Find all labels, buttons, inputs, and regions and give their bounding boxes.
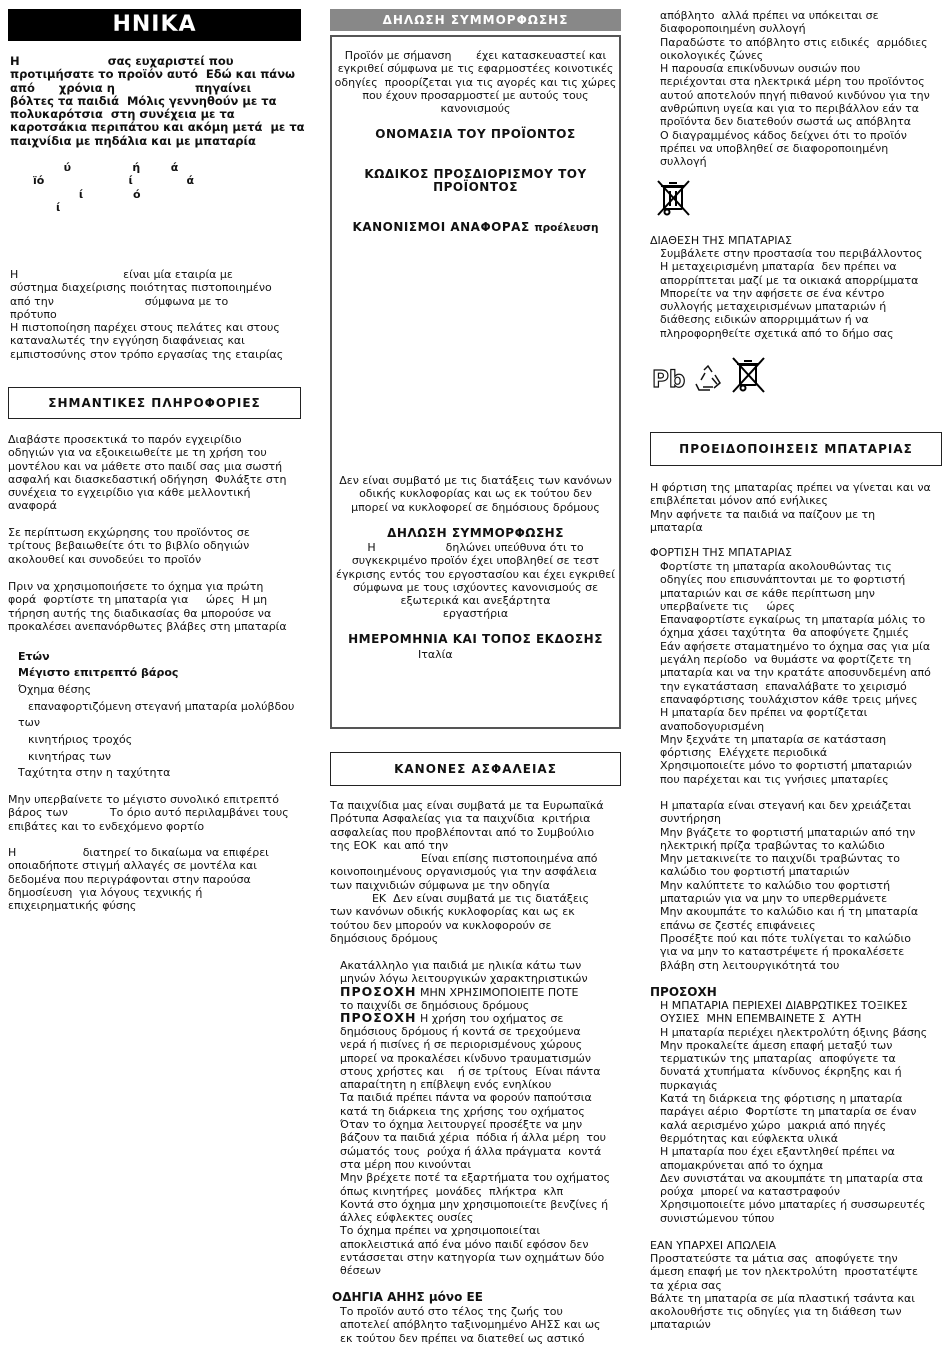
text-line: Επαναφορτίστε εγκαίρως τη μπαταρία μόλις το	[660, 613, 926, 627]
text-line: ηλεκτρική πρίζα τραβώντας το καλώδιο	[660, 838, 885, 852]
text-line: Όταν το όχημα λειτουργεί προσέξτε να μην	[340, 1118, 583, 1132]
safety-paragraph-3	[340, 1025, 610, 1278]
text-line: απαραίτητη η επίβλεψη ενός ενηλίκου	[340, 1078, 552, 1092]
text-line: μπαταρία και να την κρατάτε αποσυνδεμένη από	[660, 666, 931, 680]
text-line: ασφαλείας που προβλέπονται από το Συμβούλιο	[330, 825, 595, 839]
text-line: βλάβη στη λειτουργικότητά του	[660, 958, 840, 972]
text-line: Βάλτε τη μπαταρία σε μία πλαστική τσάντα και	[650, 1291, 916, 1305]
text-line: οποιαδήποτε στιγμή αλλαγές σε μοντέλα και	[8, 859, 257, 873]
text-line: ΚΩΔΙΚΟΣ ΠΡΟΣΔΙΟΡΙΣΜΟΥ ΤΟΥ	[364, 167, 587, 181]
text-line: τα χέρια σας	[650, 1278, 722, 1292]
crossed-bin-battery-icon	[730, 355, 768, 397]
text-line: Συμβάλετε στην προστασία του περιβάλλοντος	[660, 247, 923, 260]
text-line: Η μπαταρία που έχει εξαντληθεί πρέπει να	[660, 1145, 895, 1159]
text-line: Προστατεύστε τα μάτια σας αποφύγετε την	[650, 1252, 898, 1265]
text-line: Δεν είναι συμβατό με τις διατάξεις των κανόνων	[339, 474, 612, 487]
text-line: Η φόρτιση της μπαταρίας πρέπει να γίνεται και να	[650, 481, 931, 494]
text-line: αποτελεί απόβλητο ταξινομημένο ΑΗΣΣ και ως	[340, 1318, 601, 1332]
text-line: έγκρισης εντός του εργοστασίου και έχει εγκριθεί	[336, 567, 615, 581]
text-line: εντάσσεται στην κατηγορία των οχημάτων δύο	[340, 1251, 605, 1265]
text-line: της ΕΟΚ και από την	[330, 838, 449, 852]
regulations-label	[332, 221, 619, 235]
text-line: ύ ή ά	[10, 161, 179, 174]
text-line: Η δηλώνει υπεύθυνα ότι το	[367, 541, 584, 554]
text-line: Ο διαγραμμένος κάδος δείχνει ότι το προϊόν	[660, 128, 907, 142]
text-line: νερά ή πισίνες ή σε περιορισμένους χώρους	[340, 1038, 583, 1052]
text-line: οδηγιών για να εξοικειωθείτε με τη χρήση του	[8, 446, 267, 460]
important-paragraph-3	[8, 580, 287, 633]
text-line: εξωτερικά και ανεξάρτητα	[400, 594, 551, 608]
declaration-heading: ΔΗΛΩΣΗ ΣΥΜΜΟΡΦΩΣΗΣ	[330, 9, 621, 31]
text-line: που παρέχεται και τις γνήσιες μπαταρίες	[660, 772, 889, 786]
warning-1-label: ΠΡΟΣΟΧΗ	[340, 984, 417, 999]
text-line: άλλες εύφλεκτες ουσίες	[340, 1211, 474, 1225]
text-line: παράγει αέριο Φορτίστε τη μπαταρία σε έναν	[660, 1105, 917, 1119]
text-line: Μην βρέχετε ποτέ τα εξαρτήματα του οχήματος	[340, 1171, 611, 1185]
text-line: πρέπει να υποβληθεί σε διαφοροποιημένη	[660, 141, 889, 155]
text-line: Φορτίστε τη μπαταρία ακολουθώντας τις	[660, 560, 892, 573]
text-line: επαναφόρτισης τουλάχιστον κάθε τρεις μήνες	[660, 692, 918, 706]
specs-age: Ετών	[18, 650, 50, 663]
text-line: ΕΚ Δεν είναι συμβατά με τις διατάξεις	[330, 892, 590, 906]
important-info-heading: ΣΗΜΑΝΤΙΚΕΣ ΠΛΗΡΟΦΟΡΙΕΣ	[8, 387, 301, 419]
text-line: βάρος των Το όριο αυτό περιλαμβάνει τους	[8, 806, 289, 820]
text-line: τήρηση αυτής της διαδικασίας θα μπορούσε να	[8, 606, 272, 620]
text-line: οδηγίες που επισυνάπτονται με το φορτιστή	[660, 573, 906, 587]
safety-paragraph-1	[330, 799, 604, 945]
warning-1-text: ΜΗΝ ΧΡΗΣΙΜΟΠΟΙΕΙΤΕ ΠΟΤΕ	[416, 986, 579, 999]
text-line: δεδομένα που περιγράφονται στην παρούσα	[8, 872, 251, 886]
text-line: κατά τη διάρκεια της χρήσης του οχήματος	[340, 1104, 585, 1118]
safety-paragraph-2	[340, 959, 588, 986]
text-line: Η σας ευχαριστεί που	[10, 54, 234, 68]
text-line: Η πιστοποίηση παρέχει στους πελάτες και στους	[10, 321, 280, 335]
text-line: Τα παιδιά πρέπει πάντα να φορούν παπούτσια	[340, 1091, 592, 1105]
text-line: Μην αφήνετε τα παιδιά να παίζουν με τη	[650, 507, 876, 521]
text-line: βάζουν τα παιδιά χέρια πόδια ή άλλα μέρη του	[340, 1131, 607, 1145]
text-line: τρίτους βεβαιωθείτε ότι το βιβλίο οδηγιών	[8, 539, 250, 553]
text-line: εγκριθεί σύμφωνα με τις εφαρμοστέες κοινοτικές	[337, 62, 614, 76]
text-line: Διαβάστε προσεκτικά το παρόν εγχειρίδιο	[8, 433, 242, 446]
spec-speed: Ταχύτητα στην η ταχύτητα	[18, 766, 171, 779]
text-line: πυρκαγιάς	[660, 1078, 718, 1092]
text-line: παιχνίδια με πηδάλια και με μπαταρία	[10, 133, 256, 148]
weee-heading: ΟΔΗΓΙΑ ΑΗΗΣ μόνο ΕΕ	[332, 1290, 483, 1304]
text-line: συνιστώμενου τύπου	[660, 1211, 775, 1225]
date-place-label: ΗΜΕΡΟΜΗΝΙΑ ΚΑΙ ΤΟΠΟΣ ΕΚΔΟΣΗΣ	[348, 632, 603, 646]
text-line: πληροφορηθείτε σχετικά από το δήμο σας	[660, 326, 894, 340]
text-line: από χρόνια η πηγαίνει	[10, 80, 252, 95]
text-line: σύμφωνα με τους ισχύοντες κανονισμούς σε	[352, 580, 599, 594]
text-line: απορρίπτεται μαζί με τα οικιακά απορρίμματα	[660, 273, 919, 287]
charging-heading: ΦΟΡΤΙΣΗ ΤΗΣ ΜΠΑΤΑΡΙΑΣ	[650, 546, 792, 559]
text-line: οικολογικές ζώνες	[660, 48, 764, 62]
text-line: Εάν αφήσετε σταματημένο το όχημα σας για μία	[660, 639, 931, 653]
leak-heading: ΕΑΝ ΥΠΑΡΧΕΙ ΑΠΩΛΕΙΑ	[650, 1239, 777, 1252]
country-of-issue: Ιταλία	[418, 648, 453, 661]
text-line: άμεση επαφή με τον ηλεκτρολύτη προστατέψτε	[650, 1265, 918, 1279]
weight-note	[8, 793, 289, 833]
text-line: ΠΡΟΪΟΝΤΟΣ	[433, 180, 518, 195]
text-line: Μην καλύπτετε το καλώδιο του φορτιστή	[660, 878, 891, 892]
text-line: ρούχα μπορεί να καταστραφούν	[660, 1185, 840, 1199]
text-line: των κανόνων οδικής κυκλοφορίας και ως εκ	[330, 905, 575, 919]
text-line: ασφαλή και διασκεδαστική οδήγηση Φυλάξτε στη	[8, 472, 287, 486]
weee-continued	[660, 9, 930, 169]
text-line: μπαταρία	[650, 520, 703, 534]
text-line: Προσέξτε πού και πότε τυλίγεται το καλώδιο	[660, 931, 911, 945]
regulations-text: ΚΑΝΟΝΙΣΜΟΙ ΑΝΑΦΟΡΑΣ	[352, 220, 530, 234]
text-line: οδικής κυκλοφορίας και ως εκ τούτου δεν	[359, 487, 592, 501]
spec-battery-cont: των	[18, 716, 40, 729]
text-line: αυτού αποτελούν πηγή πιθανού κινδύνου για την	[660, 88, 930, 102]
text-line: καταναλωτές την εγγύηση διαφάνειας και	[10, 334, 245, 348]
weee-text	[340, 1305, 601, 1345]
text-line: αναφορά	[8, 499, 57, 513]
text-line: την εγκατάσταση επαναλάβατε το χειρισμό	[660, 679, 907, 693]
text-line: θερμότητας και εύφλεκτα υλικά	[660, 1131, 838, 1145]
text-line: συγκεκριμένο προϊόν έχει υποβληθεί σε τεστ	[351, 554, 600, 568]
text-line: δημόσιους δρόμους	[330, 931, 439, 945]
text-line: μπαταριών και σε κάθε περίπτωση μην	[660, 586, 875, 600]
text-line: Πρότυπα Ασφαλείας για τα παιχνίδια κριτήρια	[330, 812, 591, 826]
spec-wheel: κινητήριος τροχός	[28, 733, 133, 746]
text-line: μπορεί να προκαλέσει κίνδυνο τραυματισμών	[340, 1051, 592, 1065]
text-line: Μπορείτε να την αφήσετε σε ένα κέντρο	[660, 286, 885, 300]
battery-warnings-heading: ΠΡΟΕΙΔΟΠΟΙΗΣΕΙΣ ΜΠΑΤΑΡΙΑΣ	[650, 432, 942, 466]
text-line: ί ó	[10, 187, 141, 201]
text-line: επιβάτες και το ενδεχόμενο φορτίο	[8, 819, 205, 833]
declaration-heading-2: ΔΗΛΩΣΗ ΣΥΜΜΟΡΦΩΣΗΣ	[387, 526, 564, 540]
text-line: μηνών λόγω λειτουργικών χαρακτηριστικών	[340, 972, 588, 986]
text-line: Πριν να χρησιμοποιήσετε το όχημα για πρώτη	[8, 580, 264, 593]
text-line: φόρτισης Ελέγχετε περιοδικά	[660, 746, 828, 760]
text-line: που έχουν προσαρμοστεί με αυτούς τους	[362, 88, 589, 102]
rights-note	[8, 846, 269, 912]
sealed-battery-text	[660, 799, 918, 972]
quality-text	[10, 268, 283, 361]
text-line: προκαλέσει ανεπανόρθωτες βλάβες στη μπαταρία	[8, 619, 287, 633]
warning-2-label: ΠΡΟΣΟΧΗ	[340, 1010, 417, 1025]
warning-1	[340, 985, 578, 999]
text-line: εργαστήρια	[442, 607, 509, 621]
text-line: όχημα χάσει ταχύτητα θα αποφύγετε ζημιές	[660, 626, 909, 640]
text-line: πρότυπο	[10, 307, 57, 321]
not-road-legal	[332, 474, 619, 514]
text-line: στους χρήστες και ή σε τρίτους Είναι πάντα	[340, 1064, 601, 1078]
crossed-bin-icon	[654, 177, 694, 219]
spec-motor: κινητήρας των	[28, 750, 112, 763]
spec-vehicle: Όχημα θέσης	[18, 683, 92, 696]
text-line: Παραδώστε το απόβλητο στις ειδικές αρμόδιες	[660, 35, 928, 49]
lead-symbol: Pb	[652, 367, 686, 393]
text-line: Μην υπερβαίνετε το μέγιστο συνολικό επιτρεπτό	[8, 793, 279, 806]
text-line: μπαταριών για να μην το υπερθερμάνετε	[660, 892, 888, 906]
intro-fragments	[10, 161, 194, 214]
warning-1-cont: το παιχνίδι σε δημόσιους δρόμους	[340, 999, 530, 1012]
text-line: Μην ξεχνάτε τη μπαταρία σε κατάσταση	[660, 732, 887, 746]
text-line: συντήρηση	[660, 812, 721, 826]
text-line: ΟΥΣΙΕΣ ΜΗΝ ΕΠΕΜΒΑΙΝΕΤΕ Σ ΑΥΤΗ	[660, 1012, 862, 1026]
text-line: πολυκαρότσια στη συνέχεια με τα	[10, 107, 235, 122]
text-line: Η διατηρεί το δικαίωμα να επιφέρει	[8, 846, 269, 859]
caution-text	[660, 999, 927, 1225]
text-line: καροτσάκια περιπάτου και ακόμη μετά με τα	[10, 120, 305, 135]
text-line: Μην προκαλείτε άμεση επαφή μεταξύ των	[660, 1038, 893, 1052]
safety-rules-heading: ΚΑΝΟΝΕΣ ΑΣΦΑΛΕΙΑΣ	[330, 752, 621, 786]
text-line: βόλτες τα παιδιά Μόλις γεννηθούν με τα	[10, 93, 277, 108]
text-line: Μην μετακινείτε το παιχνίδι τραβώντας το	[660, 852, 901, 866]
text-line: προϊόντα δεν διατεθούν σωστά ως απόβλητα	[660, 115, 912, 129]
text-line: Κοντά στο όχημα μην χρησιμοποιείτε βενζίνες ή	[340, 1197, 609, 1211]
caution-heading: ΠΡΟΣΟΧΗ	[650, 985, 717, 999]
text-line: σύστημα διαχείρισης ποιότητας πιστοποιημένο	[10, 281, 272, 295]
text-line: απομακρύνεται από το όχημα	[660, 1158, 824, 1172]
text-line: αναποδογυρισμένη	[660, 719, 765, 733]
text-line: ί	[10, 200, 61, 214]
text-line: Το όχημα πρέπει να χρησιμοποιείται	[340, 1224, 541, 1238]
text-line: Είναι επίσης πιστοποιημένα από	[330, 852, 598, 866]
text-line: των παιχνιδιών σύμφωνα με την οδηγία	[330, 878, 550, 892]
text-line: οδηγίες προορίζεται για τις αγορές και τις χώρες	[334, 75, 617, 89]
text-line: συνέχεια το εγχειρίδιο για κάθε μελλοντική	[8, 486, 251, 500]
text-line: ακολουθήστε τις οδηγίες για τη διάθεση των	[650, 1305, 902, 1319]
declaration-intro	[332, 49, 619, 115]
text-line: επάνω σε ζεστές επιφάνειες	[660, 918, 816, 932]
text-line: φορά φορτίστε τη μπαταρία για ώρες Η μη	[8, 593, 268, 607]
text-line: Μην βγάζετε το φορτιστή μπαταριών από την	[660, 825, 916, 839]
important-paragraph-2	[8, 526, 250, 566]
battery-disposal-heading: ΔΙΑΘΕΣΗ ΤΗΣ ΜΠΑΤΑΡΙΑΣ	[650, 234, 792, 247]
text-line: Η παρουσία επικίνδυνων ουσιών που	[660, 62, 861, 76]
product-code-label	[332, 168, 619, 195]
text-line: από την σύμφωνα με το	[10, 294, 229, 308]
text-line: εκ τούτου δεν πρέπει να διατεθεί ως αστικό	[340, 1331, 585, 1345]
text-line: Δεν συνιστάται να ακουμπάτε τη μπαταρία στα	[660, 1171, 924, 1185]
warning-2-text: Η χρήση του οχήματος σε	[416, 1012, 564, 1025]
page-title: ΗΝΙΚΑ	[8, 9, 301, 41]
text-line: Μην ακουμπάτε το καλώδιο και ή τη μπαταρία	[660, 905, 919, 919]
text-line: τούτου δεν μπορούν να κυκλοφορούν σε	[330, 918, 552, 932]
text-line: περιέχονται στα ηλεκτρικά μέρη του προϊόντος	[660, 75, 925, 89]
text-line: Η είναι μία εταιρία με	[10, 268, 233, 281]
text-line: σώματός τους ρούχα ή άλλα πράγματα κοντά	[340, 1144, 602, 1158]
intro-text	[10, 55, 305, 148]
text-line: δυνατά χτυπήματα κίνδυνος έκρηξης και ή	[660, 1065, 902, 1079]
text-line: τερματικών της μπαταρίας αποφύγετε τα	[660, 1052, 896, 1066]
battery-disposal-text	[660, 247, 922, 340]
text-line: μπορεί να κυκλοφορεί σε δημόσιους δρόμους	[351, 500, 600, 514]
text-line: διάθεσης ειδικών απορριμμάτων ή να	[660, 313, 869, 327]
text-line: αποκλειστικά από ένα μόνο παιδί εφόσον δεν	[340, 1237, 589, 1251]
spec-battery: επαναφορτιζόμενη στεγανή μπαταρία μολύβδου	[28, 700, 295, 713]
text-line: υπερβαίνετε τις ώρες	[660, 599, 795, 613]
text-line: προτιμήσατε το προϊόν αυτό Εδώ και πάνω	[10, 67, 296, 82]
declaration-text	[332, 541, 619, 621]
text-line: καλά αερισμένο χώρο μακριά από πηγές	[660, 1118, 887, 1132]
text-line: Ακατάλληλο για παιδιά με ηλικία κάτω των	[340, 959, 582, 972]
text-line: Η μεταχειρισμένη μπαταρία δεν πρέπει να	[660, 260, 897, 274]
specs-max-weight: Μέγιστο επιτρεπτό βάρος	[18, 666, 179, 679]
text-line: δημόσιους δρόμους ή κοντά σε τρεχούμενα	[340, 1025, 581, 1038]
text-line: Προϊόν με σήμανση έχει κατασκευαστεί και	[344, 49, 607, 62]
text-line: θέσεων	[340, 1264, 381, 1278]
charging-text	[660, 560, 931, 786]
text-line: απόβλητο αλλά πρέπει να υπόκειται σε	[660, 9, 879, 22]
text-line: καλώδιο του φορτιστή μπαταριών	[660, 865, 850, 879]
text-line: ακολουθεί και συνοδεύει το προϊόν	[8, 552, 202, 566]
text-line: επιχειρηματικής φύσης	[8, 899, 137, 913]
text-line: Χρησιμοποιείτε μόνο το φορτιστή μπαταριών	[660, 759, 912, 773]
text-line: μπαταριών	[650, 1318, 711, 1332]
text-line: ïό ί ά	[10, 174, 195, 188]
text-line: Τα παιχνίδια μας είναι συμβατά με τα Ευρωπαϊκά	[330, 799, 604, 812]
text-line: συλλογής μεταχειρισμένων μπαταριών ή	[660, 300, 887, 314]
text-line: Η μπαταρία είναι στεγανή και δεν χρειάζεται	[660, 799, 912, 812]
text-line: ανθρώπινη υγεία και για το περιβάλλον εάν τα	[660, 102, 919, 116]
important-paragraph-1	[8, 433, 286, 513]
text-line: δημοσίευση για λόγους τεχνικής ή	[8, 885, 203, 899]
recycle-icon	[693, 364, 723, 394]
text-line: όπως κινητήρες μονάδες πλήκτρα κλπ	[340, 1184, 564, 1198]
text-line: Η μπαταρία περιέχει ηλεκτρολύτη όξινης βάσης	[660, 1025, 928, 1039]
text-line: Η μπαταρία δεν πρέπει να φορτίζεται	[660, 706, 868, 720]
text-line: επιβλέπεται μόνον από ενήλικες	[650, 494, 828, 508]
text-line: κοινοποιημένους οργανισμούς για την ασφάλεια	[330, 865, 597, 879]
battery-warnings-text	[650, 481, 931, 534]
text-line: διαφοροποιημένη συλλογή	[660, 22, 806, 36]
text-line: συλλογή	[660, 155, 707, 169]
text-line: Σε περίπτωση εκχώρησης του προϊόντος σε	[8, 526, 250, 539]
text-line: μεγάλη περίοδο να θυμάστε να φορτίζετε τη	[660, 653, 912, 667]
text-line: στα μέρη που κινούνται	[340, 1157, 472, 1171]
text-line: Το προϊόν αυτό στο τέλος της ζωής του	[340, 1305, 563, 1318]
text-line: Η ΜΠΑΤΑΡΙΑ ΠΕΡΙΕΧΕΙ ΔΙΑΒΡΩΤΙΚΕΣ ΤΟΞΙΚΕΣ	[660, 999, 908, 1012]
text-line: κανονισμούς	[440, 102, 511, 116]
text-line: Κατά τη διάρκεια της φόρτισης η μπαταρία	[660, 1092, 903, 1106]
text-line: μοντέλου και να μάθετε στο παιδί σας μια σωστή	[8, 459, 283, 473]
leak-text	[650, 1252, 918, 1332]
text-line: Χρησιμοποιείτε μόνο μπαταρίες ή συσσωρευτές	[660, 1198, 926, 1212]
text-line: εμπιστοσύνης στον τρόπο εργασίας της εταιρίας	[10, 347, 284, 361]
warning-2	[340, 1011, 563, 1025]
regulations-origin: προέλευση	[534, 222, 599, 234]
text-line: για να μην το καταστρέψετε ή προκαλέσετε	[660, 945, 905, 959]
product-name-label: ΟΝΟΜΑΣΙΑ ΤΟΥ ΠΡΟΪΟΝΤΟΣ	[375, 127, 576, 141]
